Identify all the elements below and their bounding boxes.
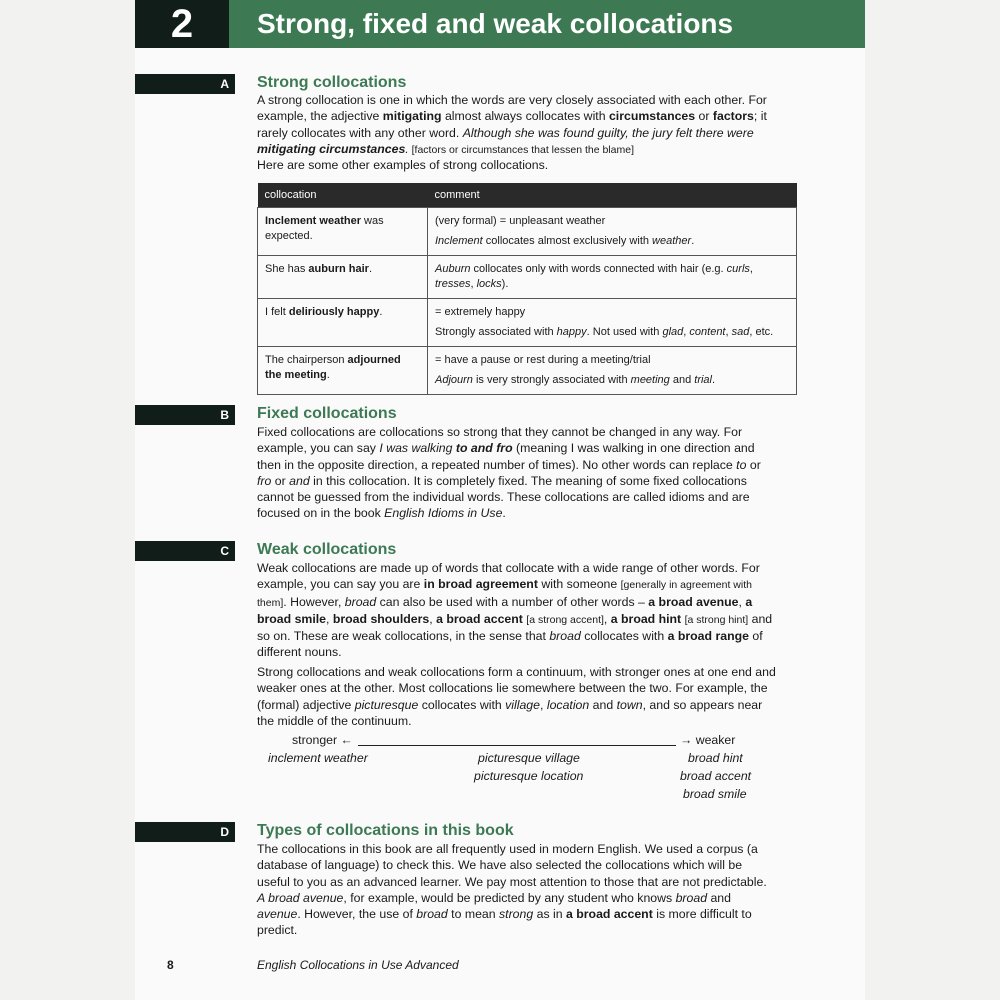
text-run: Weak collocations are made up of words that collocate with a wide range of other words. For example, you can say you are	[257, 561, 760, 592]
table-cell-collocation	[258, 347, 428, 395]
table-row	[258, 299, 797, 347]
table-header-collocation: collocation	[258, 183, 428, 208]
text-run: town	[616, 697, 643, 712]
text-run: and	[707, 890, 731, 905]
text-run: . Not used with	[586, 326, 663, 338]
text-run: ,	[683, 326, 690, 338]
text-run: to and fro	[455, 441, 513, 456]
section-c-paragraph-1	[257, 560, 777, 661]
text-run: tresses	[435, 278, 471, 290]
text-run: a broad accent	[566, 907, 653, 922]
table-row	[258, 208, 797, 256]
text-run: circumstances	[608, 109, 696, 124]
text-run: I was walking	[379, 441, 456, 456]
text-run: (very formal) = unpleasant weather	[435, 215, 606, 227]
comment-line	[435, 353, 789, 368]
text-run: a broad avenue	[648, 594, 739, 609]
text-run: [generally in agreement with them]	[257, 579, 752, 609]
text-run: Strongly associated with	[435, 326, 557, 338]
text-run: collocates almost exclusively with	[482, 235, 653, 247]
table-cell-collocation	[258, 299, 428, 347]
section-tab-b: B	[135, 405, 235, 425]
text-run: .	[326, 369, 330, 381]
text-run: picturesque	[354, 697, 419, 712]
continuum-middle-example: picturesque location	[474, 769, 584, 783]
section-title-a: Strong collocations	[257, 74, 407, 91]
continuum-middle-example: picturesque village	[478, 751, 580, 765]
unit-number: 2	[135, 0, 229, 48]
text-run: and so on. These are weak collocations, in the sense that	[257, 611, 773, 644]
text-run: or	[695, 109, 713, 124]
comment-line	[435, 214, 789, 229]
unit-header	[135, 0, 865, 48]
section-a-paragraph-2: Here are some other examples of strong collocations.	[257, 158, 549, 172]
table-cell-comment	[428, 299, 797, 347]
section-tab-c: C	[135, 541, 235, 561]
table-cell-collocation	[258, 208, 428, 256]
text-run: locks	[476, 278, 502, 290]
text-run: ,	[749, 263, 753, 275]
text-run: and	[289, 473, 310, 488]
text-run: almost always collocates with	[441, 109, 609, 124]
text-run: [factors or circumstances that lessen the blame]	[408, 143, 634, 156]
section-c-paragraph-2	[257, 664, 777, 729]
text-run: as in	[533, 907, 566, 922]
text-run: broad	[549, 629, 581, 644]
text-run: and	[669, 374, 695, 386]
text-run: . However, the use of	[297, 907, 417, 922]
section-tab-a: A	[135, 74, 235, 94]
text-run: curls	[726, 263, 750, 275]
text-run: in this collocation. It is completely fixed. The meaning of some fixed collocations cannot be guessed from the individual words. These collocations are called idioms and are focused on in the book	[257, 473, 750, 521]
collocation-table	[257, 183, 797, 395]
text-run: sad	[731, 326, 750, 338]
text-run: , for example, would be predicted by any student who knows	[343, 890, 676, 905]
text-run: or	[746, 457, 761, 472]
text-run: .	[368, 263, 372, 275]
text-run: [a strong accent]	[526, 613, 604, 626]
text-run: , and so appears near the middle of the continuum.	[257, 697, 763, 728]
comment-line	[435, 262, 789, 292]
table-cell-comment	[428, 256, 797, 299]
text-run: broad	[675, 890, 708, 905]
table-header-comment: comment	[428, 183, 797, 208]
text-run: .	[502, 506, 506, 521]
text-run: mitigating circumstances	[257, 141, 406, 156]
text-run: Fixed collocations are collocations so strong that they cannot be changed in any way. For example, you can say	[257, 425, 743, 456]
table-cell-collocation	[258, 256, 428, 299]
text-run: collocates only with words connected with hair (e.g.	[470, 263, 727, 275]
continuum-right-example: broad accent	[680, 769, 752, 783]
table-cell-comment	[428, 208, 797, 256]
page-number: 8	[167, 958, 174, 972]
table-cell-comment	[428, 347, 797, 395]
text-run: A strong collocation is one in which the words are very closely associated with each other. For example, the adjective	[257, 93, 767, 124]
text-run: Inclement weather	[265, 215, 361, 227]
text-run: a broad smile	[257, 594, 753, 626]
text-run: to mean	[447, 907, 499, 922]
text-run: .	[691, 235, 695, 247]
text-run: Inclement	[435, 235, 483, 247]
text-run: = extremely happy	[435, 306, 526, 318]
unit-title: Strong, fixed and weak collocations	[229, 0, 865, 48]
text-run: .	[379, 306, 383, 318]
text-run: was expected.	[265, 215, 384, 242]
text-run: She has	[265, 263, 309, 275]
text-run: ,	[603, 611, 611, 626]
comment-line	[435, 234, 789, 249]
section-title-b: Fixed collocations	[257, 405, 397, 422]
text-run: glad	[662, 326, 684, 338]
text-run: collocates with	[580, 629, 668, 644]
section-title-d: Types of collocations in this book	[257, 822, 514, 839]
continuum-right-label: → weaker	[680, 733, 736, 747]
text-run: ,	[738, 594, 746, 609]
text-run: fro	[257, 473, 272, 488]
text-run: a broad range	[667, 629, 749, 644]
text-run: ,	[470, 278, 477, 290]
text-run: location	[546, 697, 590, 712]
text-run: ,	[429, 611, 437, 626]
text-run: a broad accent	[436, 611, 523, 626]
text-run: ,	[540, 697, 547, 712]
text-run: and	[589, 697, 617, 712]
continuum-right-example: broad smile	[683, 787, 747, 801]
text-run: A broad avenue	[257, 890, 344, 905]
text-run: with someone	[537, 577, 621, 592]
text-run: I felt	[265, 306, 289, 318]
text-run: or	[271, 473, 290, 488]
text-run: = have a pause or rest during a meeting/trial	[435, 354, 651, 366]
section-d-paragraph	[257, 841, 777, 939]
comment-line	[435, 373, 789, 388]
text-run: trial	[694, 374, 712, 386]
section-a-paragraph-1	[257, 92, 777, 158]
text-run: The collocations in this book are all frequently used in modern English. We used a corpus (a database of language) to check this. We have also selected the collocations which will be useful to you as an advanced learner. We pay most attention to those that are not predictable.	[257, 842, 767, 889]
text-run: English Idioms in Use	[384, 506, 503, 521]
text-run: factors	[712, 109, 754, 124]
text-run: ,	[725, 326, 732, 338]
text-run: is very strongly associated with	[472, 374, 631, 386]
continuum-line	[358, 745, 676, 746]
table-header-row	[258, 183, 797, 208]
continuum-left-example: inclement weather	[268, 751, 368, 765]
text-run: deliriously happy	[288, 306, 380, 318]
text-run: Adjourn	[435, 374, 473, 386]
text-run: broad	[416, 907, 448, 922]
text-run: (meaning I was walking in one direction and then in the opposite direction, a repeated number of times). No other words can replace	[257, 441, 755, 472]
text-run: happy	[556, 326, 587, 338]
book-title: English Collocations in Use Advanced	[257, 958, 459, 972]
text-run: . However,	[283, 594, 345, 609]
table-row	[258, 256, 797, 299]
text-run: Strong collocations and weak collocations form a continuum, with stronger ones at one end and weaker ones at the other. Most collocations lie somewhere between the two. For example, the (formal) adjective	[257, 665, 776, 712]
text-run: strong	[499, 907, 534, 922]
text-run: ; it rarely collocates with any other word.	[257, 109, 767, 140]
text-run: in broad agreement	[423, 577, 538, 592]
text-run: is more difficult to predict.	[257, 907, 752, 938]
text-run: of different nouns.	[257, 629, 763, 660]
text-run: , etc.	[749, 326, 774, 338]
text-run: village	[505, 697, 540, 712]
text-run: a broad hint	[610, 611, 682, 626]
comment-line	[435, 325, 789, 340]
text-run: auburn hair	[308, 263, 369, 275]
text-run: adjourned the meeting	[265, 354, 401, 381]
text-run: collocates with	[418, 697, 506, 712]
text-run: ).	[501, 278, 509, 290]
continuum-left-label: stronger ←	[292, 733, 353, 747]
text-run: broad	[344, 594, 377, 609]
text-run: Auburn	[435, 263, 471, 275]
text-run: meeting	[630, 374, 670, 386]
text-run: The chairperson	[265, 354, 348, 366]
text-run: broad shoulders	[332, 611, 430, 626]
text-run: weather	[652, 235, 692, 247]
text-run: mitigating	[382, 109, 442, 124]
table-row	[258, 347, 797, 395]
text-run: ,	[326, 611, 333, 626]
section-tab-d: D	[135, 822, 235, 842]
text-run: .	[405, 141, 409, 156]
comment-line	[435, 305, 789, 320]
continuum-right-example: broad hint	[688, 751, 743, 765]
section-title-c: Weak collocations	[257, 541, 397, 558]
text-run: avenue	[257, 907, 298, 922]
section-b-paragraph	[257, 424, 777, 522]
text-run: to	[736, 457, 747, 472]
text-run: Although she was found guilty, the jury felt there were	[462, 125, 754, 140]
text-run: .	[712, 374, 716, 386]
text-run: [a strong hint]	[684, 613, 749, 626]
text-run: can also be used with a number of other words –	[376, 594, 649, 609]
text-run: content	[689, 326, 726, 338]
